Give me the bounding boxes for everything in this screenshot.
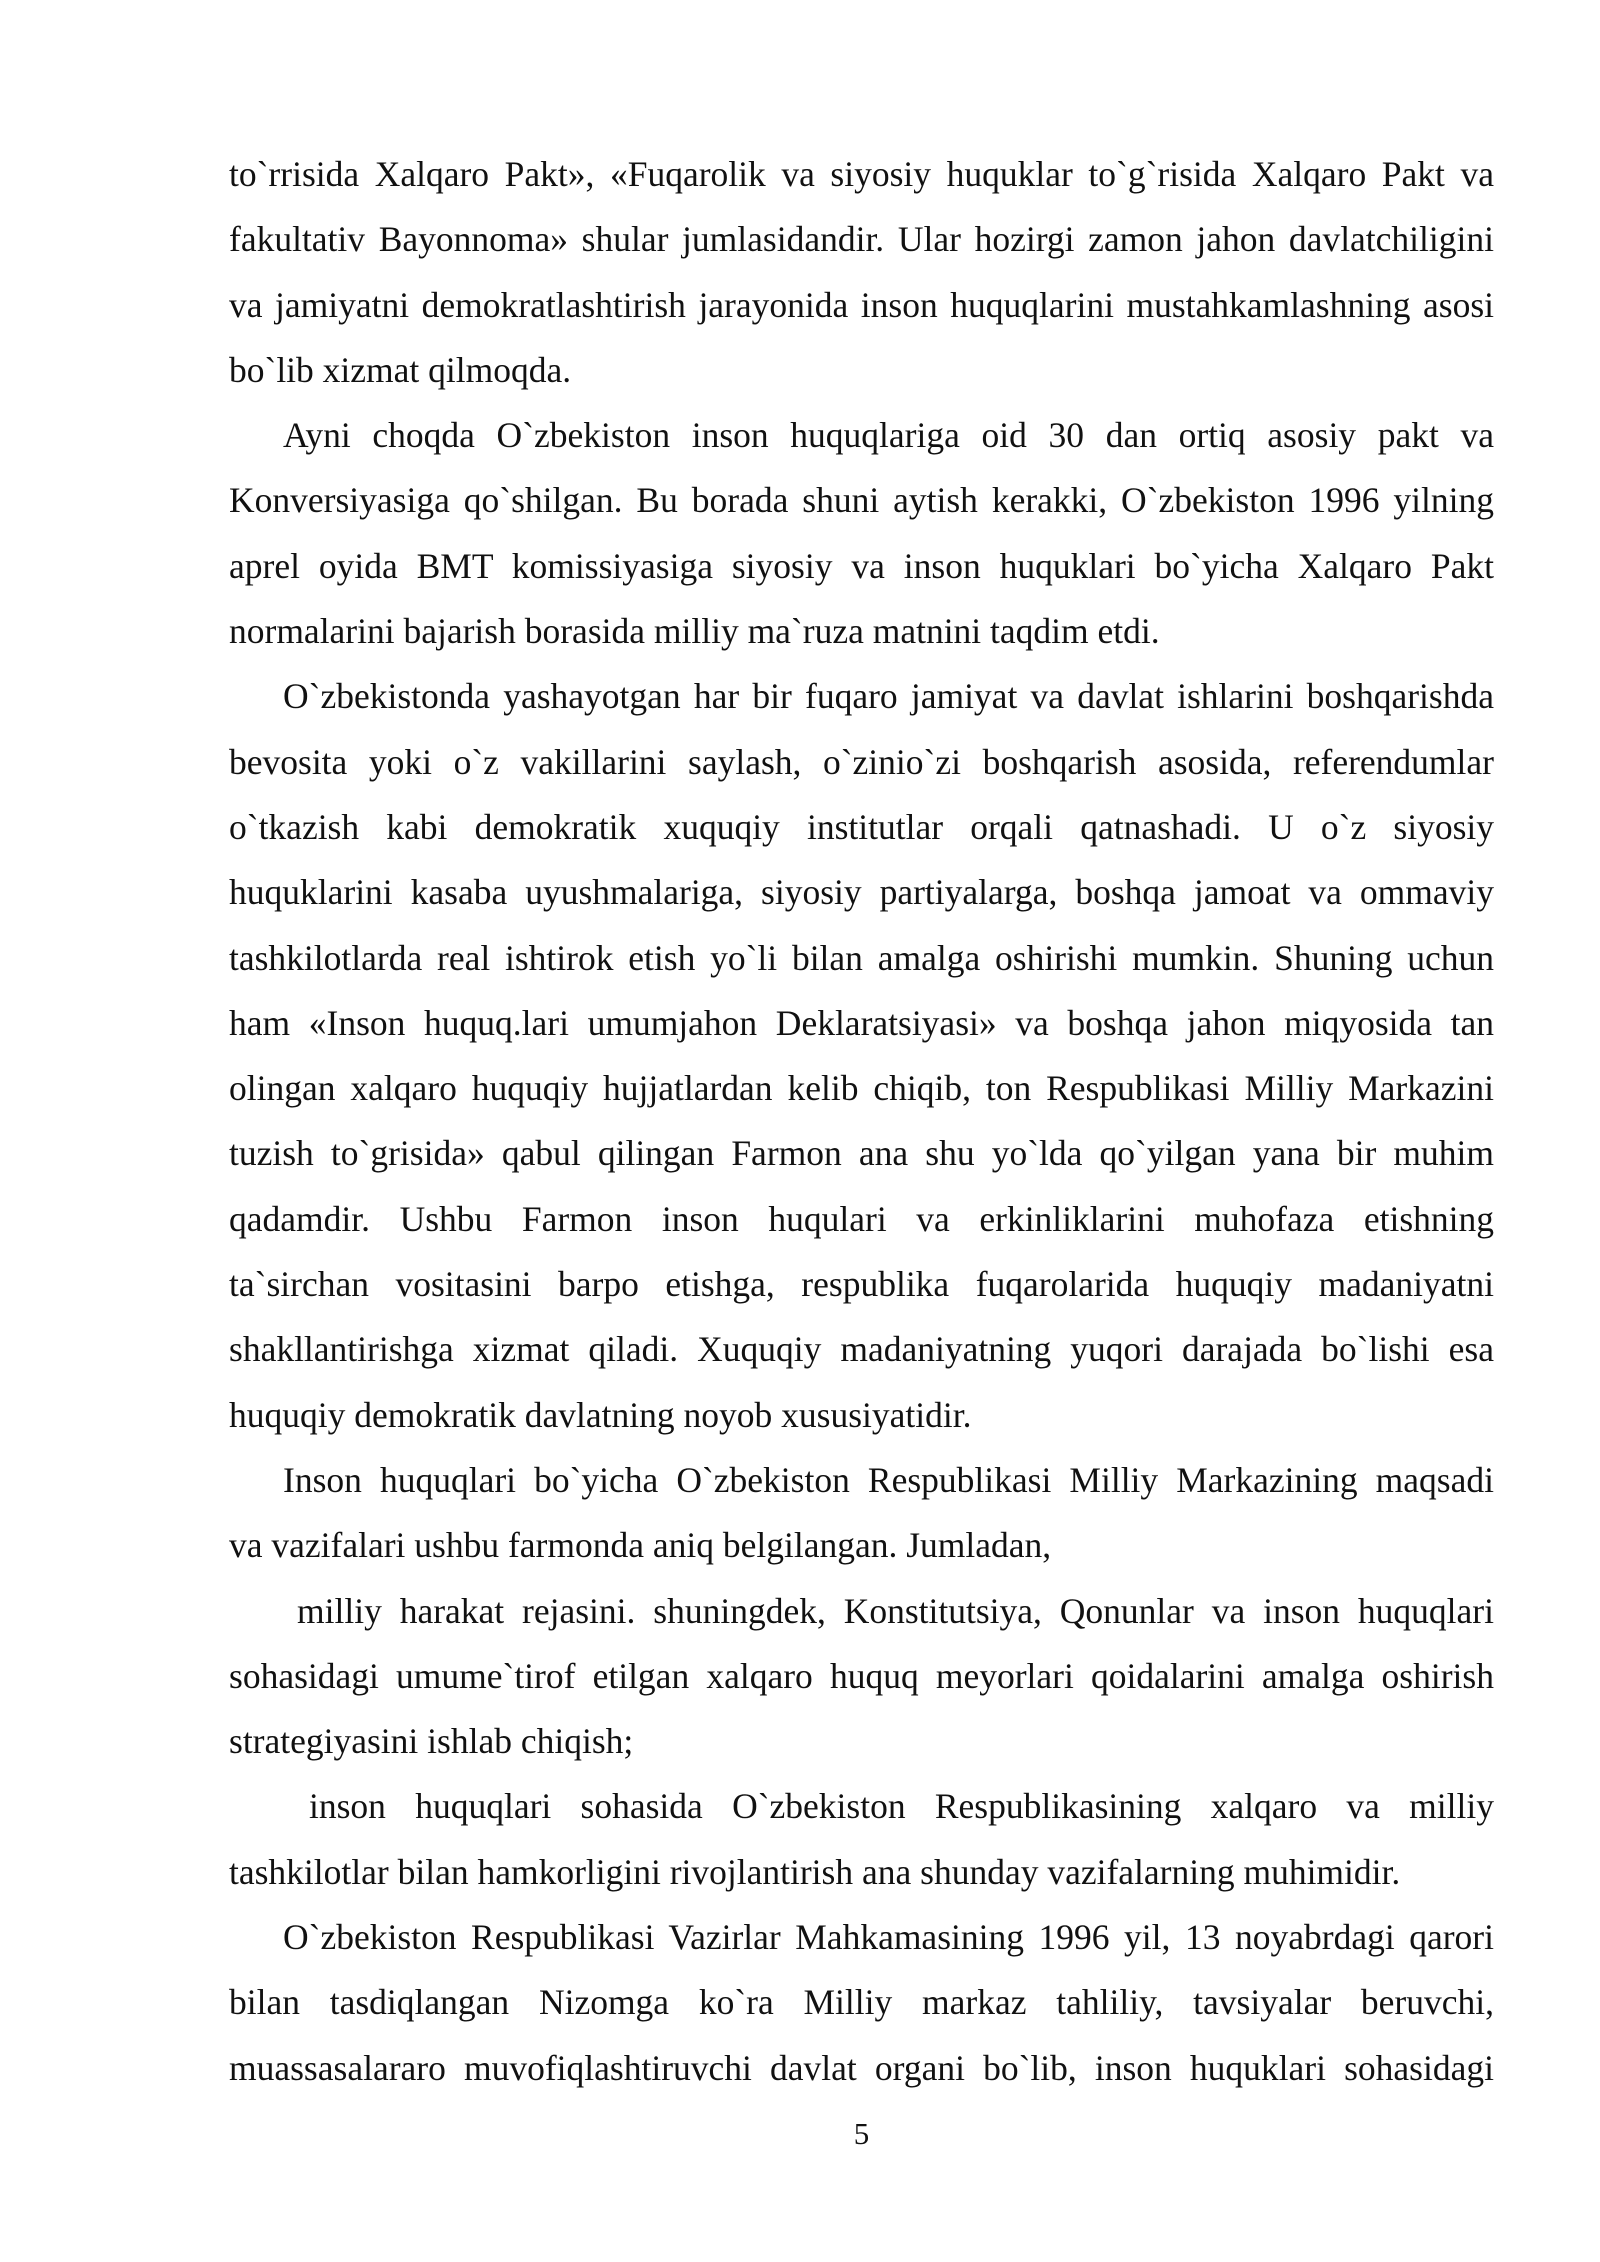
- text-line: aprel oyida BMT komissiyasiga siyosiy va inson huquklari bo`yicha Xalqaro Pakt: [229, 545, 1494, 586]
- text-line: huquqiy demokratik davlatning noyob xususiyatidir.: [229, 1394, 972, 1435]
- paragraph: [229, 142, 1494, 403]
- text-line: tashkilotlarda real ishtirok etish yo`li bilan amalga oshirishi mumkin. Shuning uchun: [229, 937, 1494, 978]
- paragraph: [229, 1579, 1494, 1775]
- text-line: bevosita yoki o`z vakillarini saylash, o`zinio`zi boshqarish asosida, referendumlar: [229, 741, 1494, 782]
- text-line: ham «Inson huquq.lari umumjahon Deklaratsiyasi» va boshqa jahon miqyosida tan: [229, 1002, 1494, 1043]
- text-line: tuzish to`grisida» qabul qilingan Farmon ana shu yo`lda qo`yilgan yana bir muhim: [229, 1133, 1494, 1174]
- text-line: inson huquqlari sohasida O`zbekiston Respublikasining xalqaro va milliy: [309, 1786, 1494, 1827]
- text-line: qadamdir. Ushbu Farmon inson huqulari va erkinliklarini muhofaza etishning: [229, 1198, 1494, 1239]
- text-line: va jamiyatni demokratlashtirish jarayonida inson huquqlarini mustahkamlashning asosi: [229, 284, 1494, 325]
- text-line: sohasidagi umume`tirof etilgan xalqaro huquq meyorlari qoidalarini amalga oshirish: [229, 1655, 1494, 1696]
- text-line: O`zbekistonda yashayotgan har bir fuqaro jamiyat va davlat ishlarini boshqarishda: [283, 676, 1494, 717]
- text-line: bilan tasdiqlangan Nizomga ko`ra Milliy markaz tahliliy, tavsiyalar beruvchi,: [229, 1982, 1494, 2023]
- body-text: [229, 142, 1494, 2101]
- paragraph: [229, 403, 1494, 664]
- text-line: shakllantirishga xizmat qiladi. Xuquqiy madaniyatning yuqori darajada bo`lishi esa: [229, 1329, 1494, 1370]
- text-line: o`tkazish kabi demokratik xuquqiy institutlar orqali qatnashadi. U o`z siyosiy: [229, 806, 1494, 847]
- text-line: O`zbekiston Respublikasi Vazirlar Mahkamasining 1996 yil, 13 noyabrdagi qarori: [283, 1917, 1494, 1958]
- text-line: Ayni choqda O`zbekiston inson huquqlariga oid 30 dan ortiq asosiy pakt va: [283, 415, 1494, 456]
- text-line: bo`lib xizmat qilmoqda.: [229, 349, 572, 390]
- paragraph: [229, 1905, 1494, 2101]
- paragraph: [229, 1448, 1494, 1579]
- paragraph: [229, 1774, 1494, 1905]
- text-line: muassasalararo muvofiqlashtiruvchi davlat organi bo`lib, inson huquklari sohasidagi: [229, 2047, 1494, 2088]
- text-line: tashkilotlar bilan hamkorligini rivojlantirish ana shunday vazifalarning muhimidir.: [229, 1851, 1401, 1892]
- text-line: fakultativ Bayonnoma» shular jumlasidandir. Ular hozirgi zamon jahon davlatchiligini: [229, 219, 1494, 260]
- text-line: normalarini bajarish borasida milliy ma`ruza matnini taqdim etdi.: [229, 611, 1160, 652]
- text-line: ta`sirchan vositasini barpo etishga, respublika fuqarolarida huquqiy madaniyatni: [229, 1264, 1494, 1305]
- text-line: Inson huquqlari bo`yicha O`zbekiston Respublikasi Milliy Markazining maqsadi: [283, 1459, 1494, 1500]
- text-line: Konversiyasiga qo`shilgan. Bu borada shuni aytish kerakki, O`zbekiston 1996 yilning: [229, 480, 1494, 521]
- paragraph: [229, 664, 1494, 1448]
- text-line: milliy harakat rejasini. shuningdek, Konstitutsiya, Qonunlar va inson huquqlari: [297, 1590, 1494, 1631]
- text-line: olingan xalqaro huquqiy hujjatlardan kelib chiqib, ton Respublikasi Milliy Markazini: [229, 1068, 1494, 1109]
- text-line: strategiyasini ishlab chiqish;: [229, 1721, 634, 1762]
- page-number: 5: [853, 2116, 870, 2151]
- text-line: huquklarini kasaba uyushmalariga, siyosiy partiyalarga, boshqa jamoat va ommaviy: [229, 872, 1494, 913]
- text-line: to`rrisida Xalqaro Pakt», «Fuqarolik va siyosiy huquklar to`g`risida Xalqaro Pakt va: [229, 154, 1494, 194]
- text-line: va vazifalari ushbu farmonda aniq belgilangan. Jumladan,: [229, 1525, 1052, 1566]
